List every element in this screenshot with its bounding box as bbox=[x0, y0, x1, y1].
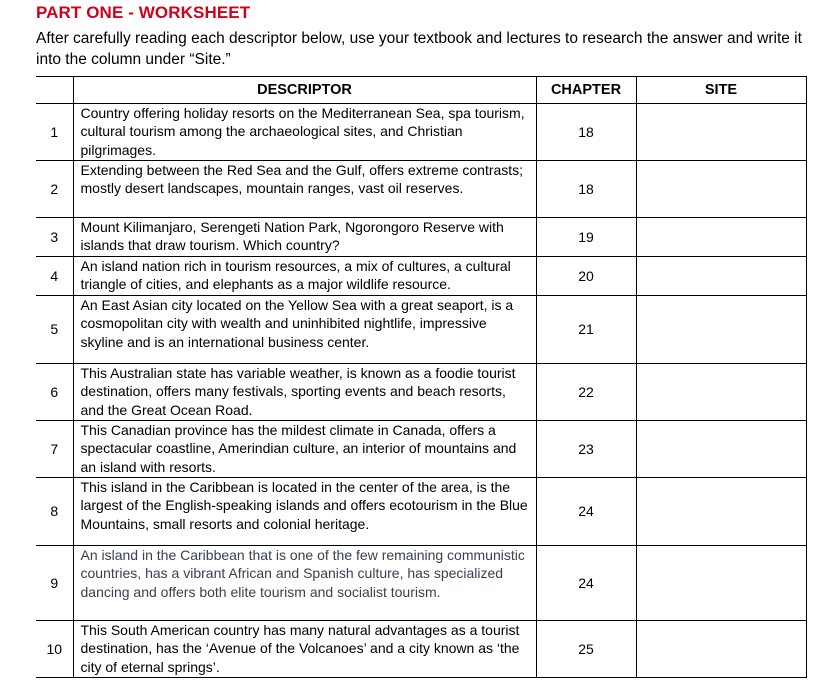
descriptor-cell: Extending between the Red Sea and the Gulf, offers extreme contrasts; mostly desert landscapes, mountain ranges, vast oil reserves. bbox=[73, 161, 536, 218]
chapter-cell: 25 bbox=[536, 621, 636, 678]
number-column-header bbox=[36, 77, 73, 104]
worksheet-title: PART ONE - WORKSHEET bbox=[36, 3, 251, 22]
site-answer-cell[interactable] bbox=[636, 257, 806, 296]
instructions-text: After carefully reading each descriptor below, use your textbook and lectures to research the answer and write it into the column under “Site.” bbox=[36, 30, 802, 68]
chapter-cell: 21 bbox=[536, 296, 636, 364]
row-number: 8 bbox=[36, 478, 73, 546]
chapter-cell: 18 bbox=[536, 161, 636, 218]
site-answer-cell[interactable] bbox=[636, 421, 806, 478]
chapter-cell: 22 bbox=[536, 364, 636, 421]
site-answer-cell[interactable] bbox=[636, 621, 806, 678]
chapter-cell: 20 bbox=[536, 257, 636, 296]
chapter-column-header: CHAPTER bbox=[536, 77, 636, 104]
table-row bbox=[36, 257, 806, 296]
descriptor-cell: This Canadian province has the mildest climate in Canada, offers a spectacular coastline, Amerindian culture, an interior of mountains and an island with resorts. bbox=[73, 421, 536, 478]
row-number: 5 bbox=[36, 296, 73, 364]
descriptor-column-header: DESCRIPTOR bbox=[73, 77, 536, 104]
row-number: 6 bbox=[36, 364, 73, 421]
descriptor-cell: Country offering holiday resorts on the Mediterranean Sea, spa tourism, cultural tourism among the archaeological sites, and Christian pilgrimages. bbox=[73, 104, 536, 161]
row-number: 9 bbox=[36, 546, 73, 621]
site-answer-cell[interactable] bbox=[636, 161, 806, 218]
chapter-cell: 23 bbox=[536, 421, 636, 478]
descriptor-cell: An island nation rich in tourism resources, a mix of cultures, a cultural triangle of cities, and elephants as a major wildlife resource. bbox=[73, 257, 536, 296]
worksheet-table bbox=[36, 76, 807, 678]
site-answer-cell[interactable] bbox=[636, 364, 806, 421]
table-row bbox=[36, 296, 806, 364]
descriptor-cell: This South American country has many natural advantages as a tourist destination, has the ‘Avenue of the Volcanoes’ and a city known as ‘the city of eternal springs’. bbox=[73, 621, 536, 678]
table-row bbox=[36, 104, 806, 161]
table-row bbox=[36, 364, 806, 421]
row-number: 2 bbox=[36, 161, 73, 218]
chapter-cell: 24 bbox=[536, 478, 636, 546]
table-row bbox=[36, 478, 806, 546]
table-header-row bbox=[36, 77, 806, 104]
row-number: 1 bbox=[36, 104, 73, 161]
chapter-cell: 19 bbox=[536, 218, 636, 257]
table-row bbox=[36, 218, 806, 257]
table-row bbox=[36, 161, 806, 218]
site-answer-cell[interactable] bbox=[636, 546, 806, 621]
row-number: 4 bbox=[36, 257, 73, 296]
site-answer-cell[interactable] bbox=[636, 104, 806, 161]
row-number: 10 bbox=[36, 621, 73, 678]
descriptor-cell: This island in the Caribbean is located in the center of the area, is the largest of the English-speaking islands and offers ecotourism in the Blue Mountains, small resorts and colonial heritage. bbox=[73, 478, 536, 546]
chapter-cell: 24 bbox=[536, 546, 636, 621]
table-row bbox=[36, 421, 806, 478]
descriptor-cell: This Australian state has variable weather, is known as a foodie tourist destination, offers many festivals, sporting events and beach resorts, and the Great Ocean Road. bbox=[73, 364, 536, 421]
descriptor-cell: An island in the Caribbean that is one of the few remaining communistic countries, has a vibrant African and Spanish culture, has specialized dancing and offers both elite tourism and socialist tourism. bbox=[73, 546, 536, 621]
descriptor-cell: An East Asian city located on the Yellow Sea with a great seaport, is a cosmopolitan city with wealth and uninhibited nightlife, impressive skyline and is an international business center. bbox=[73, 296, 536, 364]
site-answer-cell[interactable] bbox=[636, 218, 806, 257]
row-number: 7 bbox=[36, 421, 73, 478]
table-row bbox=[36, 546, 806, 621]
chapter-cell: 18 bbox=[536, 104, 636, 161]
table-row bbox=[36, 621, 806, 678]
descriptor-cell: Mount Kilimanjaro, Serengeti Nation Park, Ngorongoro Reserve with islands that draw tourism. Which country? bbox=[73, 218, 536, 257]
site-answer-cell[interactable] bbox=[636, 296, 806, 364]
site-answer-cell[interactable] bbox=[636, 478, 806, 546]
site-column-header: SITE bbox=[636, 77, 806, 104]
row-number: 3 bbox=[36, 218, 73, 257]
